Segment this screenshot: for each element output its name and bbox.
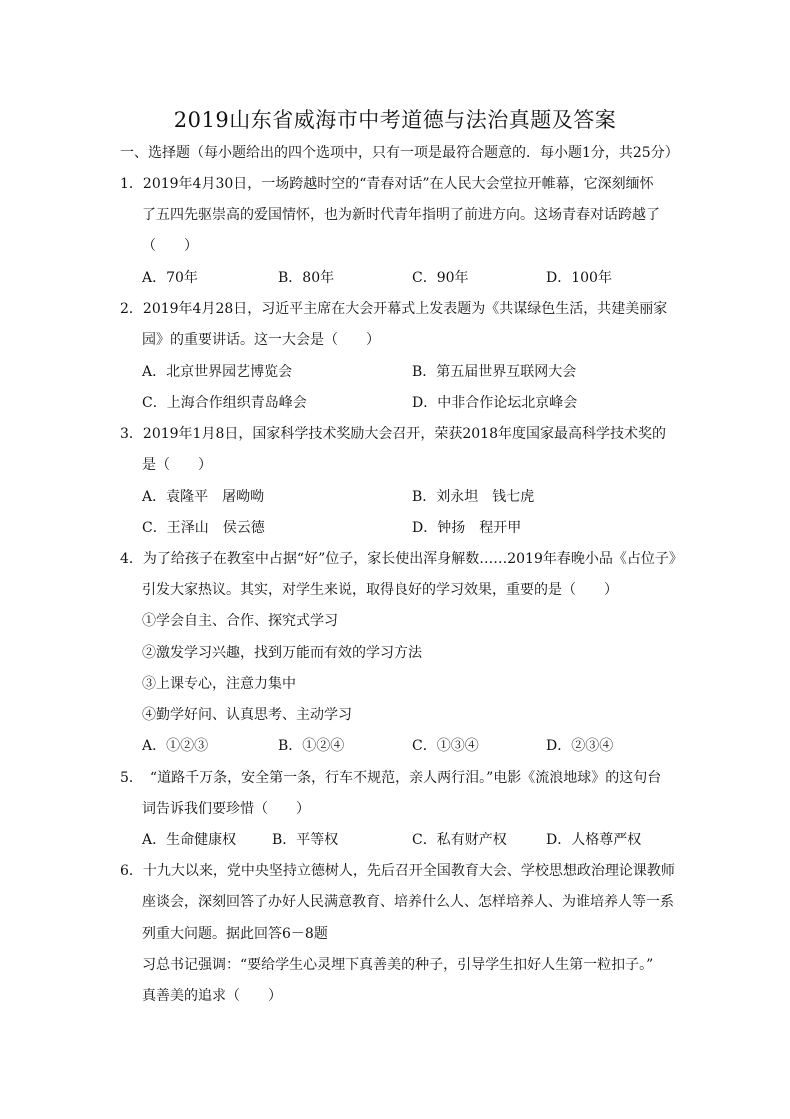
q1-option-d: D．100年 [546, 270, 612, 286]
question-6-line-5: 真善美的追求（ ） [142, 988, 282, 1004]
q5-option-b: B．平等权 [272, 832, 339, 848]
q5-option-d: D．人格尊严权 [546, 832, 642, 848]
q1-option-c: C．90年 [412, 270, 469, 286]
question-4-line-1: 4．为了给孩子在教室中占据“好”位子，家长使出浑身解数……2019年春晚小品《占位子》 [120, 551, 683, 567]
question-1-line-3: （ ） [142, 238, 198, 254]
question-6-line-4: 习总书记强调：“要给学生心灵埋下真善美的种子，引导学生扣好人生第一粒扣子。” [142, 957, 654, 973]
q4-statement-4: ④勤学好问、认真思考、主动学习 [142, 707, 352, 723]
question-3-line-2: 是（ ） [142, 457, 212, 473]
question-4-line-2: 引发大家热议。其实，对学生来说，取得良好的学习效果，重要的是（ ） [142, 582, 618, 598]
q3-option-a: A．袁隆平 屠呦呦 [142, 489, 265, 505]
q4-option-a: A．①②③ [142, 738, 209, 754]
q1-option-b: B．80年 [278, 270, 335, 286]
question-5-line-1: 5． “道路千万条，安全第一条，行车不规范，亲人两行泪。”电影《流浪地球》的这句台 [120, 770, 662, 786]
q1-option-a: A．70年 [142, 270, 198, 286]
question-2-line-1: 2．2019年4月28日，习近平主席在大会开幕式上发表题为《共谋绿色生活，共建美丽家 [120, 301, 668, 317]
q4-option-b: B．①②④ [278, 738, 345, 754]
q3-option-d: D．钟扬 程开甲 [412, 520, 522, 536]
question-3-line-1: 3．2019年1月8日，国家科学技术奖励大会召开，荣获2018年度国家最高科学技术奖的 [120, 426, 666, 442]
q4-statement-1: ①学会自主、合作、探究式学习 [142, 613, 338, 629]
q3-option-b: B．刘永坦 钱七虎 [412, 489, 535, 505]
section-heading: 一、选择题（每小题给出的四个选项中，只有一项是最符合题意的．每小题1分，共25分） [120, 145, 679, 161]
q4-statement-2: ②激发学习兴趣，找到万能而有效的学习方法 [142, 645, 422, 661]
q4-option-c: C．①③④ [412, 738, 479, 754]
question-6-line-3: 列重大问题。据此回答6－8题 [142, 926, 328, 942]
page-title: 2019山东省威海市中考道德与法治真题及答案 [173, 108, 617, 132]
question-2-line-2: 园》的重要讲话。这一大会是（ ） [142, 332, 380, 348]
question-6-line-1: 6．十九大以来，党中央坚持立德树人，先后召开全国教育大会、学校思想政治理论课教师 [120, 863, 675, 879]
q4-statement-3: ③上课专心，注意力集中 [142, 676, 296, 692]
q5-option-a: A．生命健康权 [142, 832, 237, 848]
q2-option-d: D．中非合作论坛北京峰会 [412, 395, 578, 411]
question-6-line-2: 座谈会，深刻回答了办好人民满意教育、培养什么人、怎样培养人、为谁培养人等一系 [142, 894, 674, 910]
q2-option-b: B．第五届世界互联网大会 [412, 364, 577, 380]
q4-option-d: D．②③④ [546, 738, 614, 754]
question-5-line-2: 词告诉我们要珍惜（ ） [142, 801, 310, 817]
question-1-line-1: 1．2019年4月30日，一场跨越时空的“青春对话”在人民大会堂拉开帷幕，它深刻缅怀 [120, 176, 654, 192]
question-1-line-2: 了五四先驱崇高的爱国情怀，也为新时代青年指明了前进方向。这场青春对话跨越了 [142, 207, 660, 223]
q2-option-a: A．北京世界园艺博览会 [142, 364, 293, 380]
q5-option-c: C．私有财产权 [412, 832, 507, 848]
q3-option-c: C．王泽山 侯云德 [142, 520, 265, 536]
q2-option-c: C．上海合作组织青岛峰会 [142, 395, 307, 411]
